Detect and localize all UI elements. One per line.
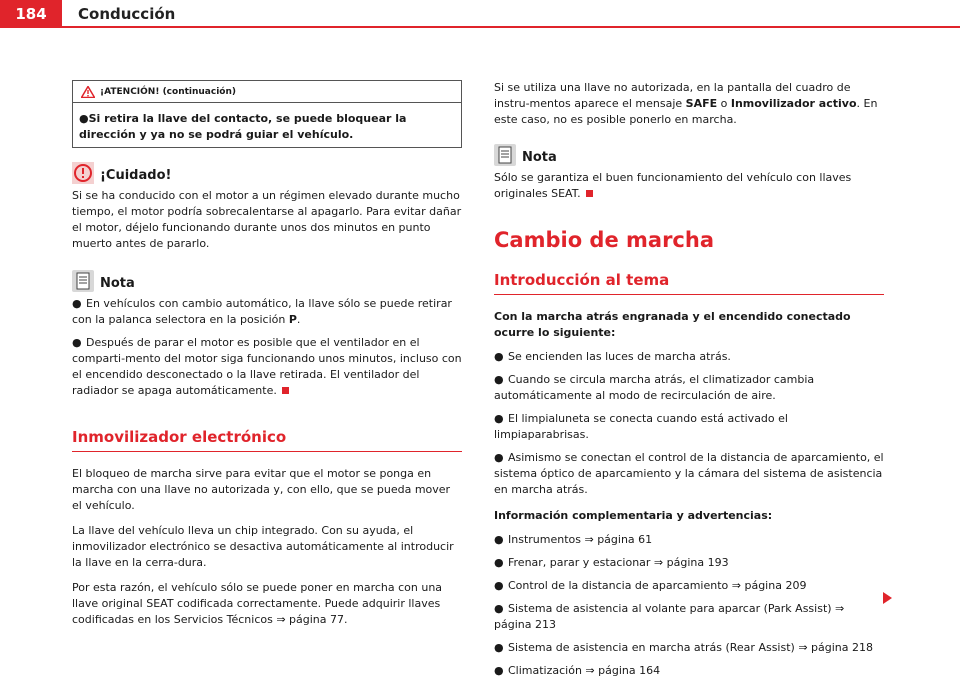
caution-text: Si se ha conducido con el motor a un régimen elevado durante mucho tiempo, el motor podría sobrecalentarse al apagarlo. Para evitar dañar el motor, déjelo funcionando durante unos dos minutos en punto muerto antes de pararlo. <box>72 189 462 250</box>
bullet-icon: ● <box>494 350 504 363</box>
right-column <box>494 80 884 679</box>
paragraph: Por esta razón, el vehículo sólo se puede poner en marcha con una llave original SEAT codificada correctamente. Puede adquirir llaves codificadas en los Servicios Técnicos ⇒ página 77. <box>72 581 443 626</box>
caution-heading: ¡Cuidado! <box>72 162 462 184</box>
bullet-icon: ● <box>72 336 82 349</box>
bullet-icon: ● <box>494 664 504 677</box>
warning-box-text: ●Si retira la llave del contacto, se puede bloquear la dirección y ya no se podrá guiar el vehículo. <box>79 112 407 141</box>
bullet-icon: ● <box>494 641 504 654</box>
reference-link[interactable]: ● Frenar, parar y estacionar ⇒ página 193 <box>494 556 729 569</box>
bullet-icon: ● <box>494 556 504 569</box>
end-of-section-icon <box>586 190 593 197</box>
bullet-list <box>494 349 884 498</box>
list-item: ● El limpialuneta se conecta cuando está activado el limpiaparabrisas. <box>494 412 788 441</box>
warning-box-header <box>73 81 461 103</box>
reference-link[interactable]: ● Control de la distancia de aparcamiento ⇒ página 209 <box>494 579 807 592</box>
bullet-icon: ● <box>494 451 504 464</box>
note-heading: Nota <box>72 270 462 292</box>
end-of-section-icon <box>282 387 289 394</box>
reference-link[interactable]: ● Instrumentos ⇒ página 61 <box>494 533 653 546</box>
section-title: Inmovilizador electrónico <box>72 429 462 452</box>
bullet-icon: ● <box>494 412 504 425</box>
note-bullet: ● Después de parar el motor es posible que el ventilador en el comparti-mento del motor siga funcionando unos minutos, incluso con el encendido desconectado o la llave retirada. El ventilador del radiador se apaga automáticamente. <box>72 336 462 397</box>
note-bullet: ● En vehículos con cambio automático, la llave sólo se puede retirar con la palanca selectora en la posición P. <box>72 297 452 326</box>
bullet-icon: ● <box>494 602 504 615</box>
page-header <box>0 0 960 28</box>
warning-triangle-icon <box>81 86 95 98</box>
paragraph: La llave del vehículo lleva un chip integrado. Con su ayuda, el inmovilizador electrónico se desactiva automáticamente al introducir la llave en la cerra-dura. <box>72 524 454 569</box>
list-item: ● Asimismo se conectan el control de la distancia de aparcamiento, el sistema óptico de aparcamiento y la cámara del sistema de asistencia en marcha atrás. <box>494 451 884 496</box>
note-heading: Nota <box>494 144 884 166</box>
warning-box-title: ¡ATENCIÓN! (continuación) <box>100 86 237 97</box>
paragraph: El bloqueo de marcha sirve para evitar que el motor se ponga en marcha con una llave no autorizada y, con ello, que se pueda mover el vehículo. <box>72 467 451 512</box>
list-item: ● Se encienden las luces de marcha atrás. <box>494 350 731 363</box>
warning-box <box>72 80 462 148</box>
left-column <box>72 80 462 637</box>
lead-text: Con la marcha atrás engranada y el encendido conectado ocurre lo siguiente: <box>494 310 851 339</box>
note-icon <box>494 144 516 166</box>
bullet-icon: ● <box>79 112 89 125</box>
intro-paragraph: Si se utiliza una llave no autorizada, en la pantalla del cuadro de instru-mentos aparece el mensaje SAFE o Inmovilizador activo. En este caso, no es posible ponerlo en marcha. <box>494 81 878 126</box>
bullet-icon: ● <box>494 533 504 546</box>
info-lead: Información complementaria y advertencias: <box>494 509 773 522</box>
page-number: 184 <box>0 0 62 28</box>
caution-icon <box>72 162 94 184</box>
note-text: Sólo se garantiza el buen funcionamiento del vehículo con llaves originales SEAT. <box>494 171 852 200</box>
bullet-icon: ● <box>494 373 504 386</box>
bullet-icon: ● <box>494 579 504 592</box>
reference-list <box>494 532 884 679</box>
reference-link[interactable]: ● Climatización ⇒ página 164 <box>494 664 661 677</box>
reference-link[interactable]: ● Sistema de asistencia en marcha atrás (Rear Assist) ⇒ página 218 <box>494 641 873 654</box>
note-icon <box>72 270 94 292</box>
reference-link[interactable]: ● Sistema de asistencia al volante para aparcar (Park Assist) ⇒ página 213 <box>494 602 845 631</box>
bullet-icon: ● <box>72 297 82 310</box>
page-title: Conducción <box>78 5 176 23</box>
section-title: Introducción al tema <box>494 272 884 295</box>
next-page-arrow-icon <box>883 592 892 604</box>
chapter-title: Cambio de marcha <box>494 228 714 252</box>
list-item: ● Cuando se circula marcha atrás, el climatizador cambia automáticamente al modo de recirculación de aire. <box>494 373 815 402</box>
